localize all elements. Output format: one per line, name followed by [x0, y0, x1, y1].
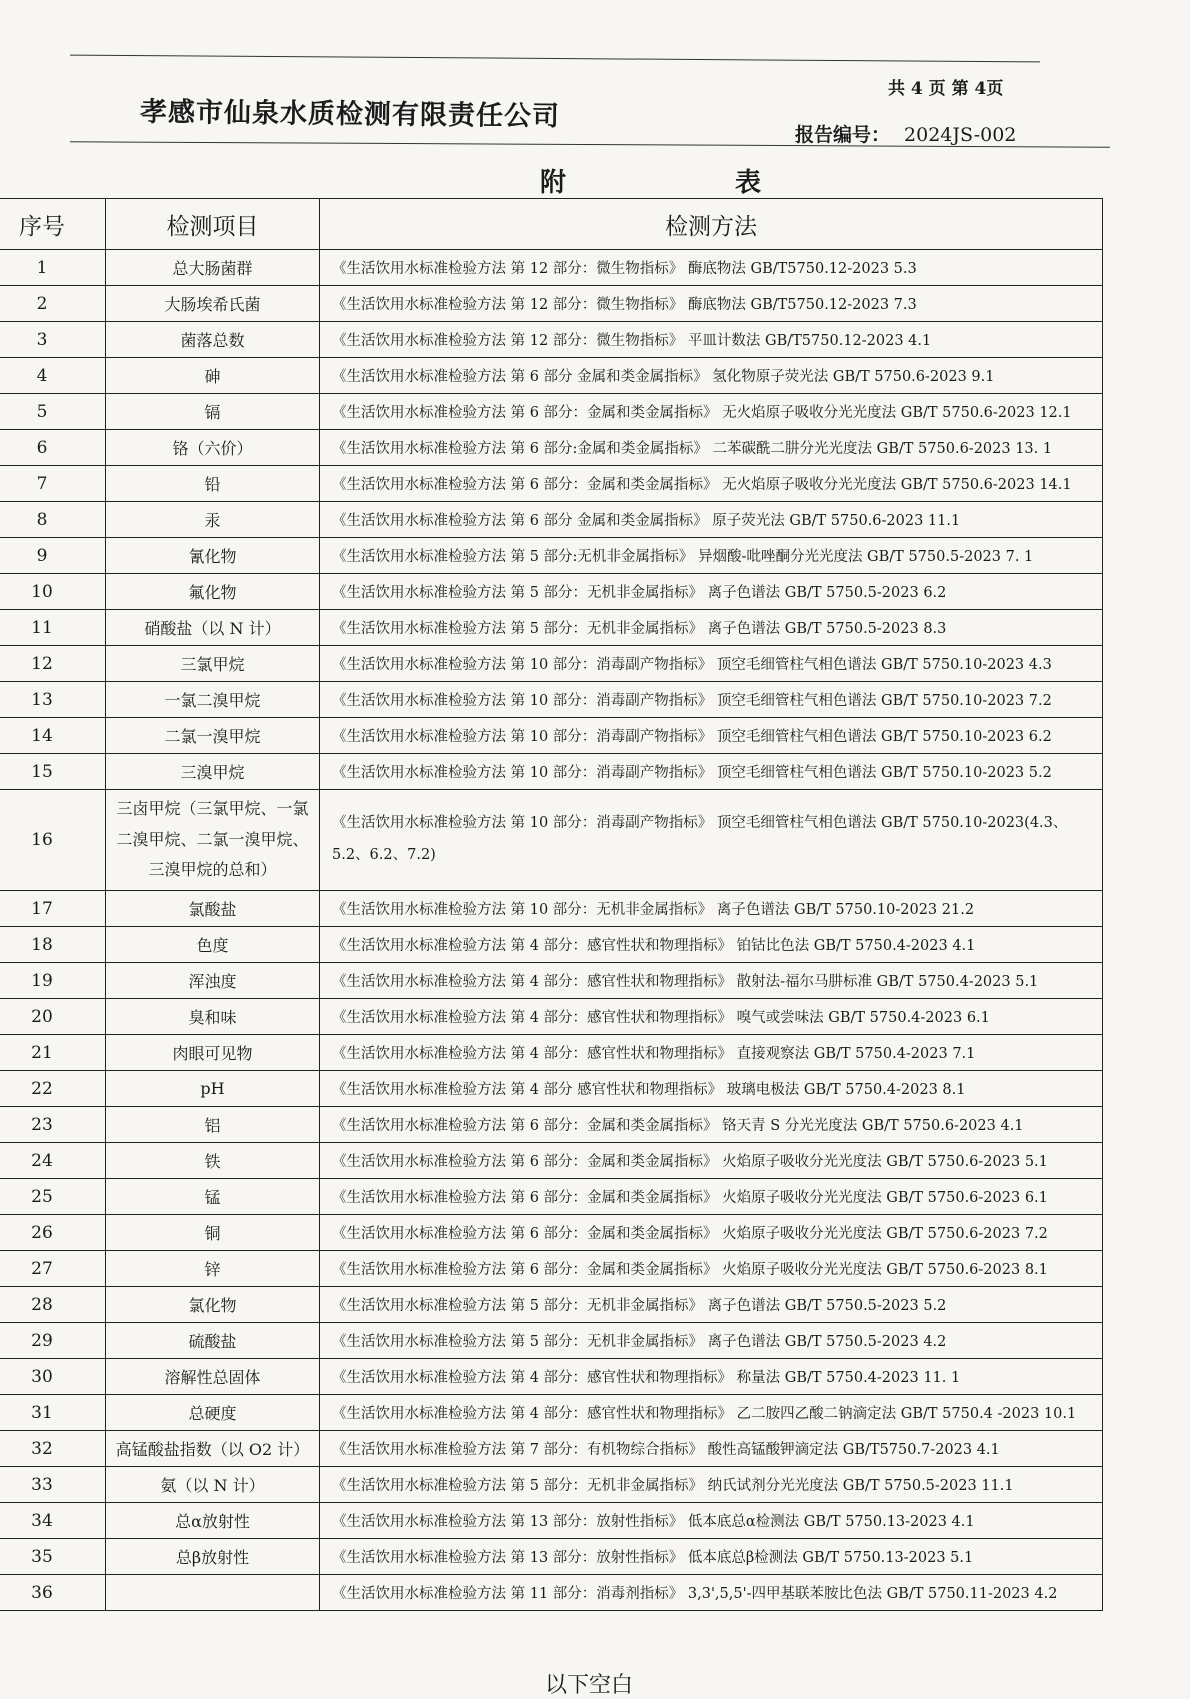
annex-title: 附 表 — [540, 168, 842, 198]
table-row — [0, 394, 1103, 430]
table-row — [0, 1467, 1103, 1503]
test-method: 《生活饮用水标准检验方法 第 10 部分：消毒副产物指标》 顶空毛细管柱气相色谱法 GB/T 5750.10-2023 7.2 — [320, 682, 1103, 718]
test-method: 《生活饮用水标准检验方法 第 10 部分：消毒副产物指标》 顶空毛细管柱气相色谱法 GB/T 5750.10-2023 6.2 — [320, 718, 1103, 754]
test-method: 《生活饮用水标准检验方法 第 5 部分：无机非金属指标》 离子色谱法 GB/T 5750.5-2023 4.2 — [320, 1323, 1103, 1359]
row-number: 23 — [0, 1107, 106, 1143]
row-number: 7 — [0, 466, 106, 502]
row-number: 18 — [0, 927, 106, 963]
row-number: 26 — [0, 1215, 106, 1251]
test-item: 氰化物 — [106, 538, 320, 574]
table-row — [0, 502, 1103, 538]
test-method: 《生活饮用水标准检验方法 第 5 部分：无机非金属指标》 纳氏试剂分光光度法 GB/T 5750.5-2023 11.1 — [320, 1467, 1103, 1503]
test-item: 铜 — [106, 1215, 320, 1251]
test-item: 总β放射性 — [106, 1539, 320, 1575]
test-method: 《生活饮用水标准检验方法 第 6 部分：金属和类金属指标》 火焰原子吸收分光光度法 GB/T 5750.6-2023 5.1 — [320, 1143, 1103, 1179]
row-number: 35 — [0, 1539, 106, 1575]
row-number: 21 — [0, 1035, 106, 1071]
row-number: 9 — [0, 538, 106, 574]
table-row — [0, 891, 1103, 927]
test-item: 高锰酸盐指数（以 O2 计） — [106, 1431, 320, 1467]
row-number: 30 — [0, 1359, 106, 1395]
test-method: 《生活饮用水标准检验方法 第 12 部分：微生物指标》 平皿计数法 GB/T5750.12-2023 4.1 — [320, 322, 1103, 358]
table-row — [0, 1539, 1103, 1575]
test-item: pH — [106, 1071, 320, 1107]
test-method: 《生活饮用水标准检验方法 第 4 部分：感官性状和物理指标》 乙二胺四乙酸二钠滴定法 GB/T 5750.4 -2023 10.1 — [320, 1395, 1103, 1431]
table-row — [0, 1251, 1103, 1287]
top-rule — [70, 55, 1040, 63]
test-item: 氯化物 — [106, 1287, 320, 1323]
test-method: 《生活饮用水标准检验方法 第 10 部分：消毒副产物指标》 顶空毛细管柱气相色谱法 GB/T 5750.10-2023 5.2 — [320, 754, 1103, 790]
row-number: 33 — [0, 1467, 106, 1503]
row-number: 31 — [0, 1395, 106, 1431]
test-method: 《生活饮用水标准检验方法 第 6 部分：金属和类金属指标》 火焰原子吸收分光光度法 GB/T 5750.6-2023 6.1 — [320, 1179, 1103, 1215]
table-row — [0, 1431, 1103, 1467]
test-item: 铬（六价） — [106, 430, 320, 466]
row-number: 12 — [0, 646, 106, 682]
table-row — [0, 718, 1103, 754]
page-count: 共 4 页 第 4页 — [888, 79, 1004, 99]
table-row — [0, 1215, 1103, 1251]
table-row — [0, 1359, 1103, 1395]
test-method: 《生活饮用水标准检验方法 第 6 部分：金属和类金属指标》 无火焰原子吸收分光光度法 GB/T 5750.6-2023 12.1 — [320, 394, 1103, 430]
test-method: 《生活饮用水标准检验方法 第 4 部分：感官性状和物理指标》 散射法-福尔马肼标准 GB/T 5750.4-2023 5.1 — [320, 963, 1103, 999]
test-item: 砷 — [106, 358, 320, 394]
test-method: 《生活饮用水标准检验方法 第 6 部分：金属和类金属指标》 铬天青 S 分光光度法 GB/T 5750.6-2023 4.1 — [320, 1107, 1103, 1143]
row-number: 24 — [0, 1143, 106, 1179]
row-number: 34 — [0, 1503, 106, 1539]
table-row — [0, 466, 1103, 502]
test-item: 浑浊度 — [106, 963, 320, 999]
test-method: 《生活饮用水标准检验方法 第 10 部分：消毒副产物指标》 顶空毛细管柱气相色谱法 GB/T 5750.10-2023 4.3 — [320, 646, 1103, 682]
test-method: 《生活饮用水标准检验方法 第 10 部分：无机非金属指标》 离子色谱法 GB/T 5750.10-2023 21.2 — [320, 891, 1103, 927]
test-method: 《生活饮用水标准检验方法 第 4 部分：感官性状和物理指标》 铂钴比色法 GB/T 5750.4-2023 4.1 — [320, 927, 1103, 963]
table-row — [0, 574, 1103, 610]
test-item: 氟化物 — [106, 574, 320, 610]
test-method: 《生活饮用水标准检验方法 第 13 部分：放射性指标》 低本底总α检测法 GB/T 5750.13-2023 4.1 — [320, 1503, 1103, 1539]
test-item: 铅 — [106, 466, 320, 502]
test-method: 《生活饮用水标准检验方法 第 4 部分 感官性状和物理指标》 玻璃电极法 GB/T 5750.4-2023 8.1 — [320, 1071, 1103, 1107]
table-row — [0, 1179, 1103, 1215]
table-row — [0, 927, 1103, 963]
test-method: 《生活饮用水标准检验方法 第 6 部分：金属和类金属指标》 火焰原子吸收分光光度法 GB/T 5750.6-2023 8.1 — [320, 1251, 1103, 1287]
table-row — [0, 322, 1103, 358]
test-item: 菌落总数 — [106, 322, 320, 358]
row-number: 28 — [0, 1287, 106, 1323]
column-header-item: 检测项目 — [106, 199, 320, 250]
test-method: 《生活饮用水标准检验方法 第 6 部分:金属和类金属指标》 二苯碳酰二肼分光光度法 GB/T 5750.6-2023 13. 1 — [320, 430, 1103, 466]
test-method: 《生活饮用水标准检验方法 第 6 部分 金属和类金属指标》 氢化物原子荧光法 GB/T 5750.6-2023 9.1 — [320, 358, 1103, 394]
test-item: 总硬度 — [106, 1395, 320, 1431]
test-method: 《生活饮用水标准检验方法 第 6 部分：金属和类金属指标》 无火焰原子吸收分光光度法 GB/T 5750.6-2023 14.1 — [320, 466, 1103, 502]
test-item: 三卤甲烷（三氯甲烷、一氯二溴甲烷、二氯一溴甲烷、三溴甲烷的总和） — [106, 790, 320, 891]
row-number: 4 — [0, 358, 106, 394]
table-row — [0, 1503, 1103, 1539]
row-number: 14 — [0, 718, 106, 754]
table-header-row — [0, 199, 1103, 250]
row-number: 6 — [0, 430, 106, 466]
row-number: 25 — [0, 1179, 106, 1215]
test-method: 《生活饮用水标准检验方法 第 5 部分：无机非金属指标》 离子色谱法 GB/T 5750.5-2023 8.3 — [320, 610, 1103, 646]
table-row — [0, 1035, 1103, 1071]
test-item: 臭和味 — [106, 999, 320, 1035]
test-method: 《生活饮用水标准检验方法 第 13 部分：放射性指标》 低本底总β检测法 GB/T 5750.13-2023 5.1 — [320, 1539, 1103, 1575]
table-row — [0, 250, 1103, 286]
test-method: 《生活饮用水标准检验方法 第 6 部分 金属和类金属指标》 原子荧光法 GB/T 5750.6-2023 11.1 — [320, 502, 1103, 538]
row-number: 29 — [0, 1323, 106, 1359]
test-item: 硫酸盐 — [106, 1323, 320, 1359]
row-number: 3 — [0, 322, 106, 358]
table-row — [0, 1395, 1103, 1431]
table-row — [0, 1071, 1103, 1107]
test-method: 《生活饮用水标准检验方法 第 5 部分：无机非金属指标》 离子色谱法 GB/T 5750.5-2023 6.2 — [320, 574, 1103, 610]
test-item: 三溴甲烷 — [106, 754, 320, 790]
row-number: 15 — [0, 754, 106, 790]
row-number: 1 — [0, 250, 106, 286]
row-number: 36 — [0, 1575, 106, 1611]
row-number: 32 — [0, 1431, 106, 1467]
report-number-value: 2024JS-002 — [904, 124, 1017, 146]
test-item: 总α放射性 — [106, 1503, 320, 1539]
test-item: 锰 — [106, 1179, 320, 1215]
test-method: 《生活饮用水标准检验方法 第 10 部分：消毒副产物指标》 顶空毛细管柱气相色谱法 GB/T 5750.10-2023(4.3、5.2、6.2、7.2) — [320, 790, 1103, 891]
row-number: 5 — [0, 394, 106, 430]
test-item: 溶解性总固体 — [106, 1359, 320, 1395]
table-row — [0, 682, 1103, 718]
table-row — [0, 358, 1103, 394]
table-row — [0, 754, 1103, 790]
row-number: 22 — [0, 1071, 106, 1107]
report-number — [795, 120, 1016, 147]
table-row — [0, 963, 1103, 999]
test-item: 色度 — [106, 927, 320, 963]
test-method: 《生活饮用水标准检验方法 第 4 部分：感官性状和物理指标》 直接观察法 GB/T 5750.4-2023 7.1 — [320, 1035, 1103, 1071]
test-method: 《生活饮用水标准检验方法 第 12 部分：微生物指标》 酶底物法 GB/T5750.12-2023 5.3 — [320, 250, 1103, 286]
test-item: 一氯二溴甲烷 — [106, 682, 320, 718]
test-method: 《生活饮用水标准检验方法 第 12 部分：微生物指标》 酶底物法 GB/T5750.12-2023 7.3 — [320, 286, 1103, 322]
row-number: 11 — [0, 610, 106, 646]
company-name: 孝感市仙泉水质检测有限责任公司 — [139, 96, 561, 133]
table-row — [0, 1575, 1103, 1611]
table-row — [0, 430, 1103, 466]
row-number: 10 — [0, 574, 106, 610]
methods-table — [0, 198, 1103, 1611]
table-row — [0, 1107, 1103, 1143]
test-item: 氨（以 N 计） — [106, 1467, 320, 1503]
test-item: 氯酸盐 — [106, 891, 320, 927]
table-row — [0, 538, 1103, 574]
test-item: 锌 — [106, 1251, 320, 1287]
report-number-label: 报告编号： — [795, 124, 891, 146]
test-item: 大肠埃希氏菌 — [106, 286, 320, 322]
test-item — [106, 1575, 320, 1611]
row-number: 13 — [0, 682, 106, 718]
row-number: 16 — [0, 790, 106, 891]
test-method: 《生活饮用水标准检验方法 第 5 部分:无机非金属指标》 异烟酸-吡唑酮分光光度法 GB/T 5750.5-2023 7. 1 — [320, 538, 1103, 574]
row-number: 19 — [0, 963, 106, 999]
row-number: 8 — [0, 502, 106, 538]
row-number: 17 — [0, 891, 106, 927]
table-row — [0, 1143, 1103, 1179]
test-item: 二氯一溴甲烷 — [106, 718, 320, 754]
column-header-no: 序号 — [0, 199, 106, 250]
table-row — [0, 1323, 1103, 1359]
row-number: 27 — [0, 1251, 106, 1287]
test-method: 《生活饮用水标准检验方法 第 5 部分：无机非金属指标》 离子色谱法 GB/T 5750.5-2023 5.2 — [320, 1287, 1103, 1323]
test-item: 三氯甲烷 — [106, 646, 320, 682]
test-item: 镉 — [106, 394, 320, 430]
row-number: 2 — [0, 286, 106, 322]
table-row — [0, 646, 1103, 682]
table-row — [0, 286, 1103, 322]
table-row — [0, 1287, 1103, 1323]
test-method: 《生活饮用水标准检验方法 第 4 部分：感官性状和物理指标》 称量法 GB/T 5750.4-2023 11. 1 — [320, 1359, 1103, 1395]
table-row — [0, 610, 1103, 646]
row-number: 20 — [0, 999, 106, 1035]
test-item: 硝酸盐（以 N 计） — [106, 610, 320, 646]
test-item: 总大肠菌群 — [106, 250, 320, 286]
test-item: 汞 — [106, 502, 320, 538]
test-method: 《生活饮用水标准检验方法 第 11 部分：消毒剂指标》 3,3',5,5'-四甲基联苯胺比色法 GB/T 5750.11-2023 4.2 — [320, 1575, 1103, 1611]
test-method: 《生活饮用水标准检验方法 第 4 部分：感官性状和物理指标》 嗅气或尝味法 GB/T 5750.4-2023 6.1 — [320, 999, 1103, 1035]
table-row — [0, 790, 1103, 891]
test-item: 铁 — [106, 1143, 320, 1179]
test-item: 铝 — [106, 1107, 320, 1143]
test-item: 肉眼可见物 — [106, 1035, 320, 1071]
test-method: 《生活饮用水标准检验方法 第 7 部分：有机物综合指标》 酸性高锰酸钾滴定法 GB/T5750.7-2023 4.1 — [320, 1431, 1103, 1467]
column-header-method: 检测方法 — [320, 199, 1103, 250]
footer-note: 以下空白 — [545, 1673, 634, 1698]
test-method: 《生活饮用水标准检验方法 第 6 部分：金属和类金属指标》 火焰原子吸收分光光度法 GB/T 5750.6-2023 7.2 — [320, 1215, 1103, 1251]
table-row — [0, 999, 1103, 1035]
